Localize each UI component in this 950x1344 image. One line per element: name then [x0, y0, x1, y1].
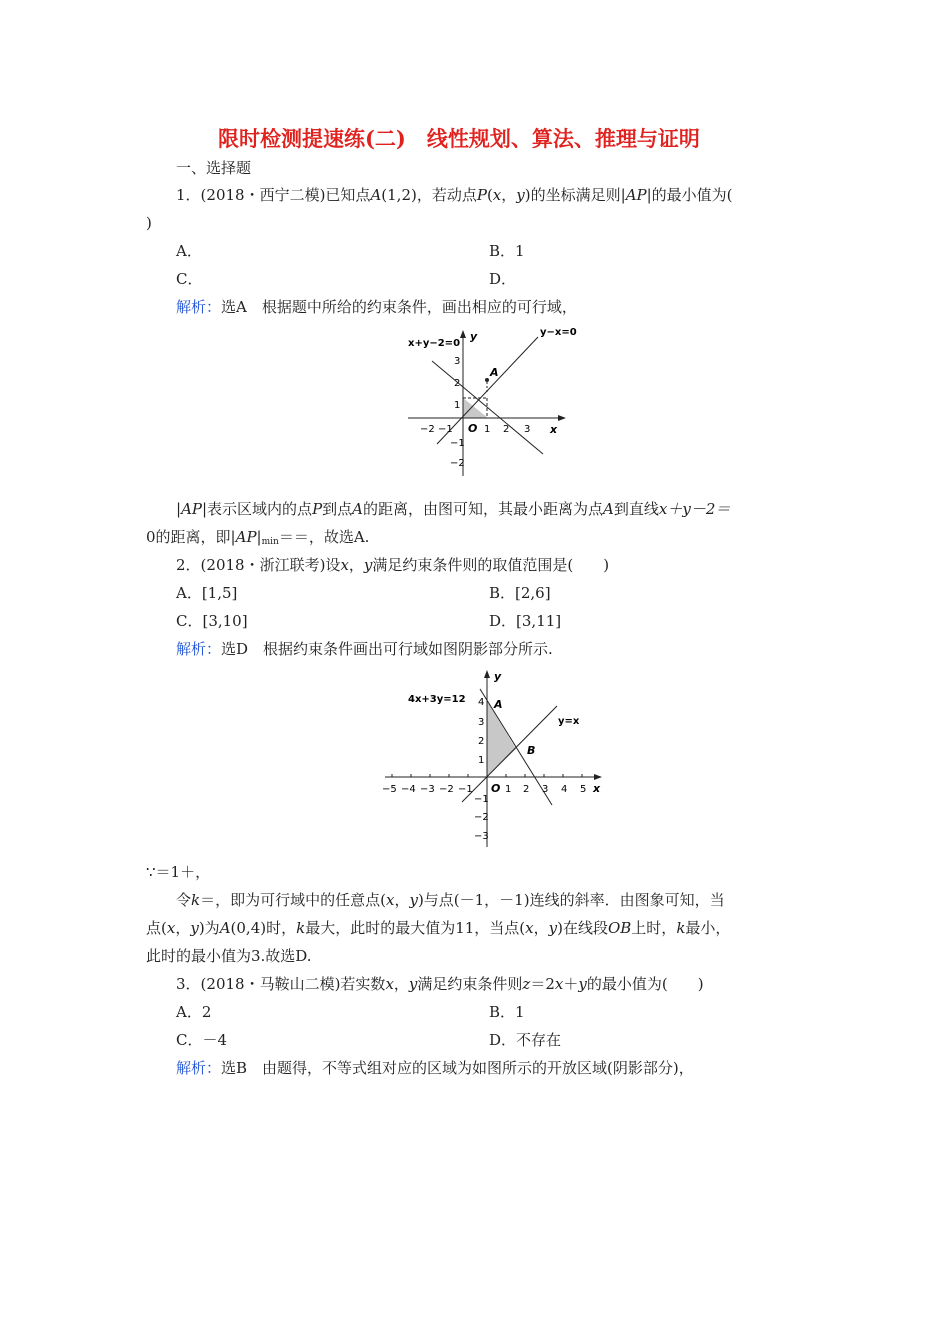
- x-tick: −5: [382, 784, 397, 795]
- q3-stem: 3．(2018・马鞍山二模)若实数x，y满足约束条件则z＝2x＋y的最小值为( ): [176, 975, 704, 993]
- x-tick: 3: [524, 424, 531, 435]
- x-tick: −1: [458, 784, 473, 795]
- q1-solution: 解析：选A 根据题中所给的约束条件，画出相应的可行域，: [176, 298, 577, 316]
- label-line-1: x+y−2=0: [408, 338, 461, 349]
- q1-stem-close: ): [146, 214, 152, 232]
- point-a-label: A: [490, 366, 499, 379]
- shaded-region: [487, 701, 516, 777]
- y-axis-label: y: [494, 670, 502, 683]
- line-x-plus-y-minus-2: [432, 361, 543, 454]
- label-line-2: y=x: [558, 716, 580, 727]
- y-axis-arrow: [460, 330, 466, 338]
- y-tick: 2: [454, 378, 461, 389]
- q3-option-d: D．不存在: [489, 1031, 562, 1049]
- x-axis-arrow: [558, 415, 566, 421]
- q2-stem: 2．(2018・浙江联考)设x，y满足约束条件则的取值范围是( ): [176, 556, 610, 574]
- q2-explanation-line3: 此时的最小值为3.故选D.: [146, 947, 312, 965]
- y-tick: −2: [474, 812, 489, 823]
- x-tick: −4: [401, 784, 416, 795]
- page-title: 限时检测提速练(二) 线性规划、算法、推理与证明: [218, 126, 700, 151]
- q1-explanation-line2: 0的距离，即$|AP|_{min}==$，故选A.: [146, 528, 370, 547]
- point-a-marker: [485, 378, 489, 382]
- q1-stem: 1．(2018・西宁二模)已知点A(1,2)，若动点P(x，y)的坐标满足则|AP|的最小值为(: [176, 186, 733, 204]
- x-tick: 2: [503, 424, 510, 435]
- jiexi-label: 解析：: [176, 1059, 222, 1077]
- point-b-label: B: [527, 744, 536, 757]
- y-tick: 1: [478, 755, 485, 766]
- q3-solution: 解析：选B 由题得，不等式组对应的区域为如图所示的开放区域(阴影部分)，: [176, 1059, 694, 1077]
- q2-option-b: B．[2,6]: [489, 584, 551, 602]
- x-axis-label: x: [550, 423, 558, 436]
- y-tick: 3: [454, 356, 461, 367]
- x-tick: 2: [523, 784, 530, 795]
- q2-solution: 解析：选D 根据约束条件画出可行域如图阴影部分所示.: [176, 640, 553, 658]
- jiexi-label: 解析：: [176, 298, 222, 316]
- q2-option-c: C．[3,10]: [176, 612, 248, 630]
- q2-option-a: A．[1,5]: [176, 584, 238, 602]
- x-axis-arrow: [594, 774, 602, 780]
- y-tick: 4: [478, 697, 485, 708]
- q2-explanation-line2: 点(x，y)为A(0,4)时，k最大，此时的最大值为11，当点(x，y)在线段OB上时，k最小，: [146, 919, 731, 937]
- point-a-label: A: [494, 698, 503, 711]
- x-axis-label: x: [593, 782, 601, 795]
- figure-1-feasible-region: [400, 320, 585, 488]
- y-tick: 2: [478, 736, 485, 747]
- y-tick: 1: [454, 400, 461, 411]
- origin-label: O: [491, 782, 501, 795]
- x-tick: 4: [561, 784, 568, 795]
- q2-explanation-line1: 令k＝，即为可行域中的任意点(x，y)与点(－1，－1)连线的斜率．由图象可知，当: [176, 891, 725, 909]
- x-tick: 1: [505, 784, 512, 795]
- q1-option-d: D．: [489, 270, 517, 288]
- figure-2-feasible-region: [380, 664, 610, 852]
- q1-option-a: A．: [176, 242, 202, 260]
- y-axis-label: y: [470, 330, 478, 343]
- x-tick: −3: [420, 784, 435, 795]
- x-tick: 5: [580, 784, 587, 795]
- y-tick: −1: [474, 794, 489, 805]
- q2-because: ∵＝1＋，: [146, 863, 211, 881]
- q3-option-a: A．2: [176, 1003, 212, 1021]
- x-tick: −1: [438, 424, 453, 435]
- y-tick: −2: [450, 458, 465, 469]
- y-tick: 3: [478, 717, 485, 728]
- x-tick: 3: [542, 784, 549, 795]
- q2-option-d: D．[3,11]: [489, 612, 562, 630]
- q1-option-c: C．: [176, 270, 203, 288]
- y-tick: −1: [450, 438, 465, 449]
- section-heading: 一、选择题: [176, 159, 252, 177]
- q1-option-b: B．1: [489, 242, 525, 260]
- shaded-region: [463, 398, 488, 418]
- label-line-2: y−x=0: [540, 327, 577, 338]
- x-tick: −2: [439, 784, 454, 795]
- y-tick: −3: [474, 831, 489, 842]
- x-tick: −2: [420, 424, 435, 435]
- x-tick: 1: [484, 424, 491, 435]
- origin-label: O: [468, 422, 478, 435]
- y-axis-arrow: [484, 670, 490, 678]
- label-line-1: 4x+3y=12: [408, 694, 466, 705]
- jiexi-label: 解析：: [176, 640, 222, 658]
- q3-option-c: C．－4: [176, 1031, 228, 1049]
- q1-explanation-line1: |AP|表示区域内的点P到点A的距离，由图可知，其最小距离为点A到直线x＋y－2＝: [176, 500, 731, 518]
- q3-option-b: B．1: [489, 1003, 525, 1021]
